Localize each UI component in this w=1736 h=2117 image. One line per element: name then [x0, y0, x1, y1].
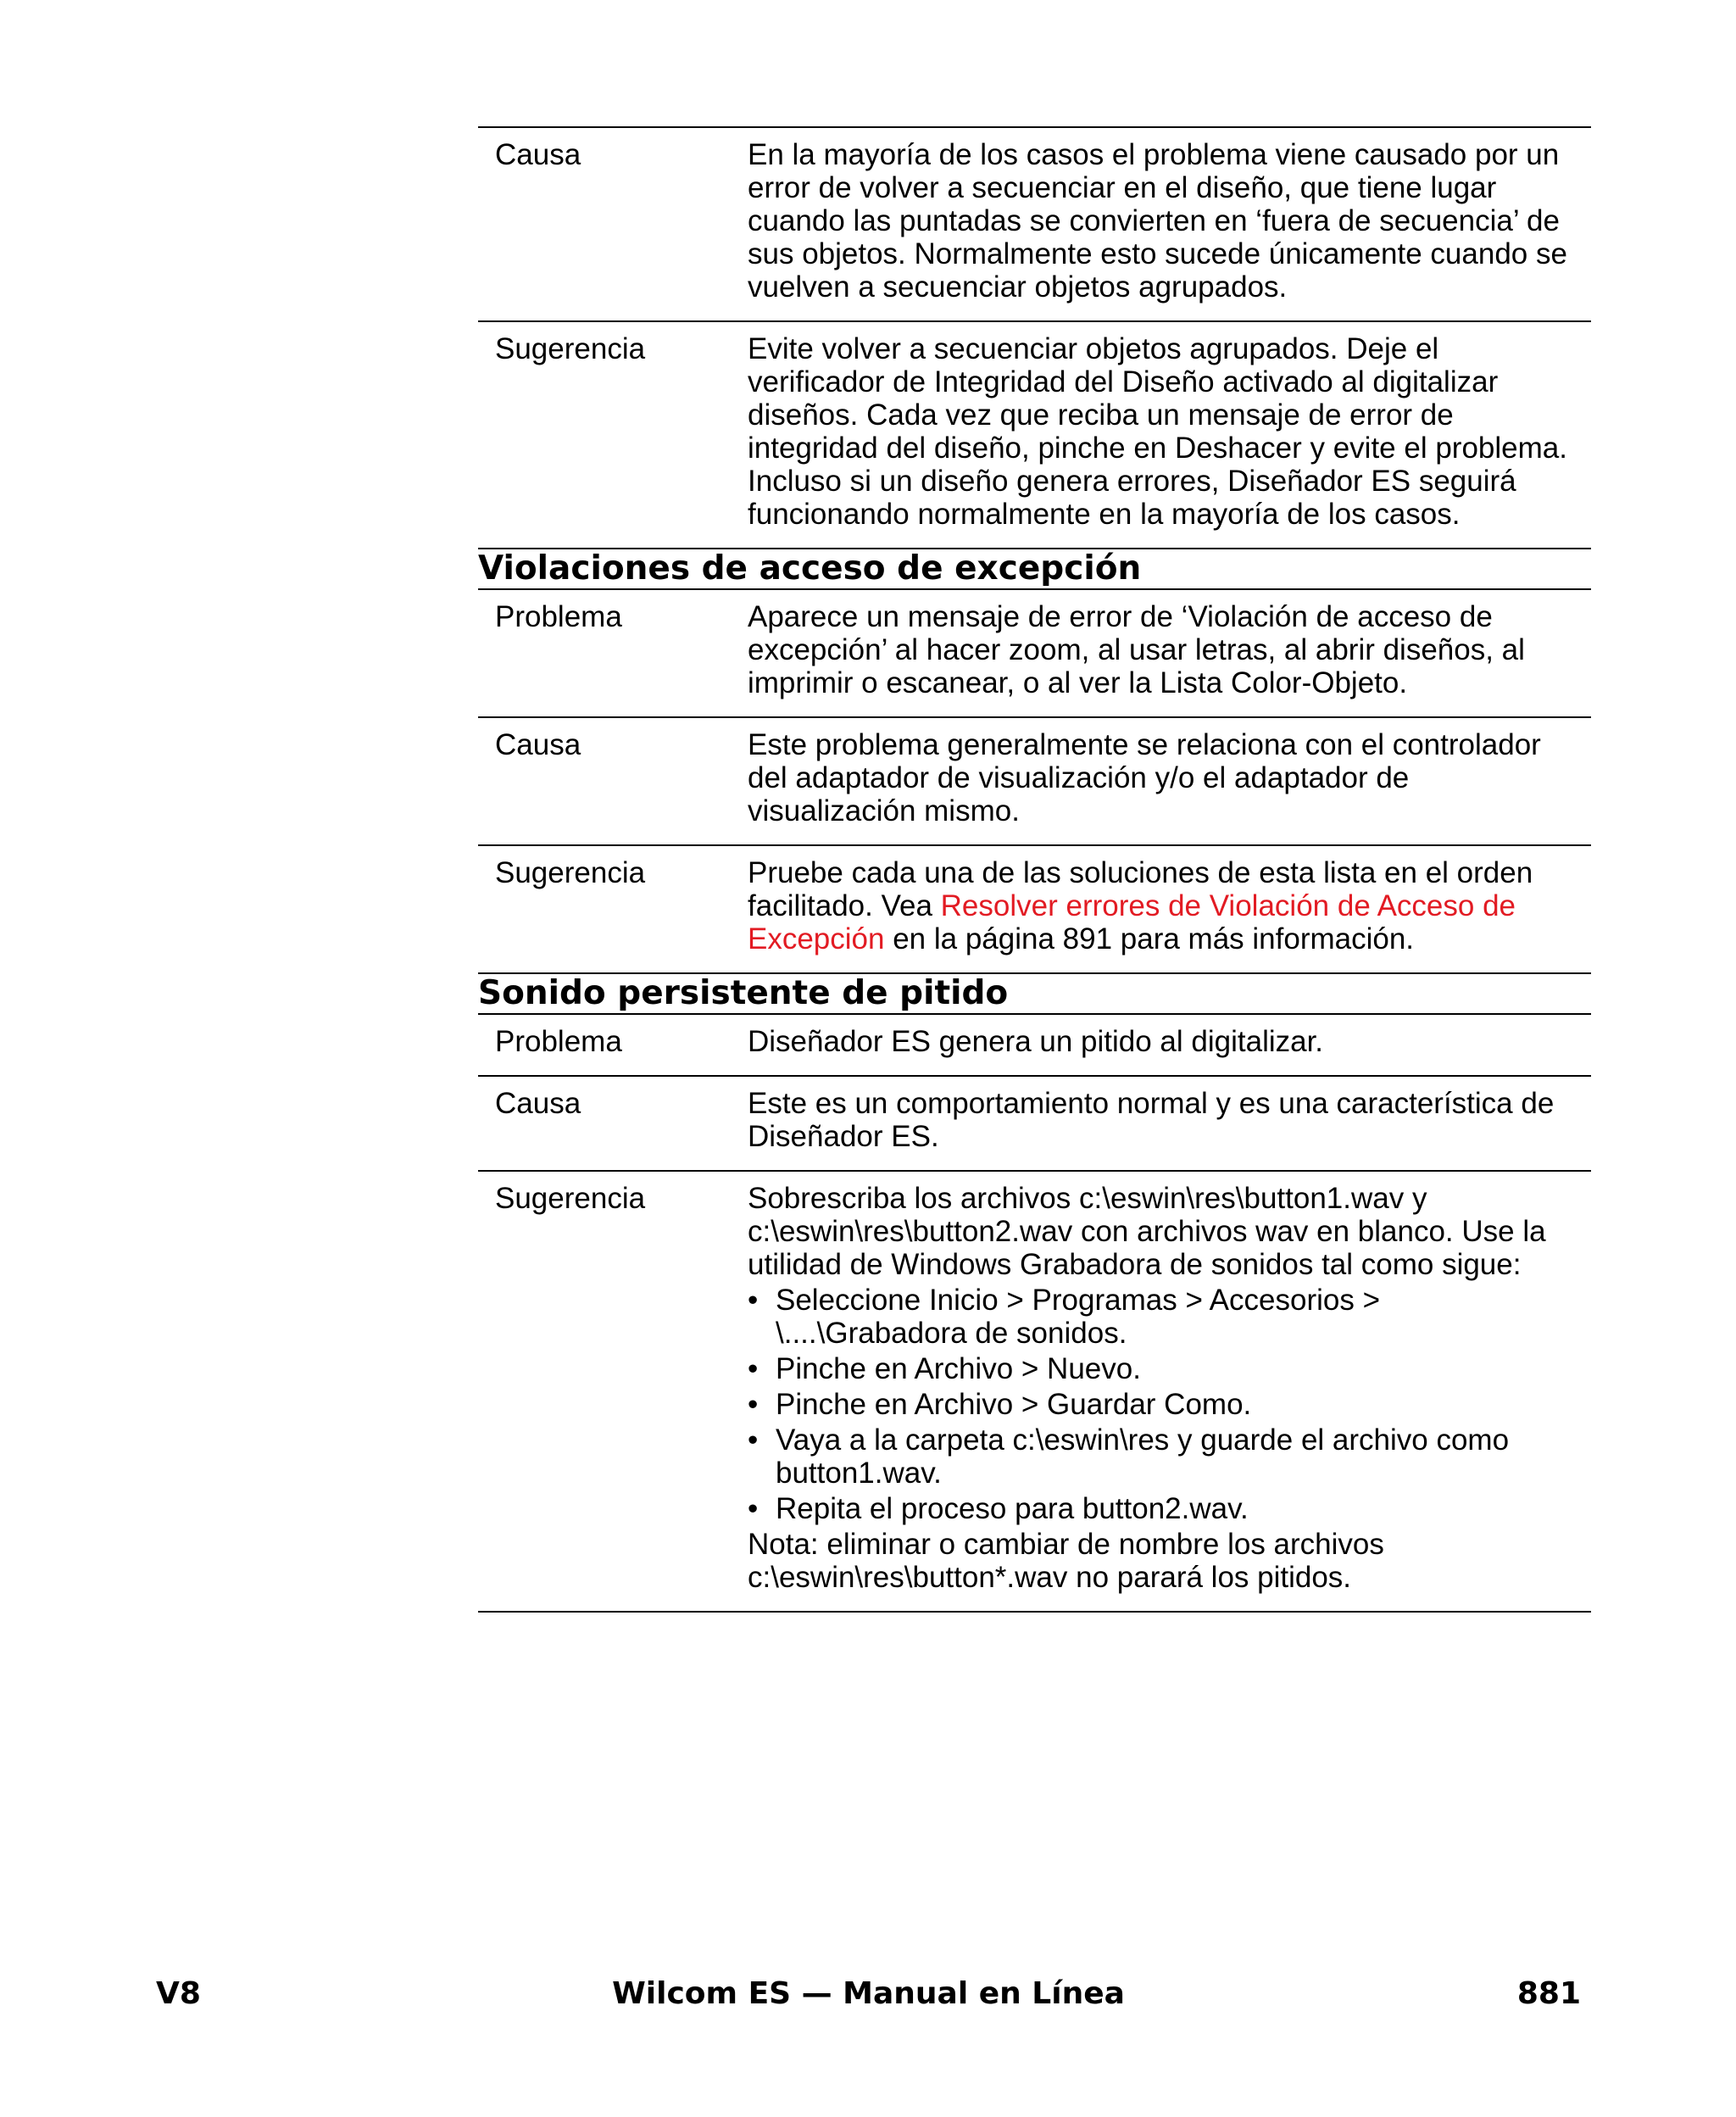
access-violation-link[interactable]: Resolver errores de Violación de Acceso de Excepción: [748, 889, 1516, 955]
suggestion-intro: Sobrescriba los archivos c:\eswin\res\button1.wav y c:\eswin\res\button2.wav con archivos wav en blanco. Use la utilidad de Windows Grabadora de sonidos tal como sigue:: [748, 1182, 1546, 1281]
table-row: [478, 589, 1591, 717]
row-text-causa: En la mayoría de los casos el problema viene causado por un error de volver a secuenciar en el diseño, que tiene lugar cuando las puntadas se convierten en ‘fuera de secuencia’ de sus objetos. Normalmente esto sucede únicamente cuando se vuelven a secuenciar objetos agrupados.: [748, 138, 1567, 304]
table-row: [478, 321, 1591, 549]
row-label-causa: Causa: [495, 1087, 581, 1120]
footer-page-number: 881: [1516, 1976, 1581, 2011]
table-row: [478, 845, 1591, 973]
row-text-causa: Este es un comportamiento normal y es una característica de Diseñador ES.: [748, 1087, 1555, 1153]
section-heading-beep-sound: Sonido persistente de pitido: [478, 974, 1009, 1012]
suggestion-note: Nota: eliminar o cambiar de nombre los archivos c:\eswin\res\button*.wav no parará los pitidos.: [748, 1528, 1384, 1594]
bullet-icon: •: [748, 1388, 759, 1421]
bullet-icon: •: [748, 1284, 759, 1317]
step-text: Vaya a la carpeta c:\eswin\res y guarde el archivo como button1.wav.: [776, 1423, 1510, 1490]
row-label-causa: Causa: [495, 728, 581, 761]
step-text: Pinche en Archivo > Nuevo.: [776, 1352, 1141, 1385]
bullet-icon: •: [748, 1492, 759, 1525]
steps-list: [748, 1284, 1574, 1525]
row-label-problema: Problema: [495, 1025, 622, 1058]
page-content: [478, 126, 1591, 1613]
row-label-sugerencia: Sugerencia: [495, 1182, 646, 1215]
row-label-sugerencia: Sugerencia: [495, 332, 646, 365]
table-row: [478, 1076, 1591, 1171]
footer-manual-title: Wilcom ES — Manual en Línea: [612, 1976, 1125, 2011]
row-label-sugerencia: Sugerencia: [495, 856, 646, 889]
row-text-sugerencia: [748, 845, 1591, 973]
suggestion-text-after: en la página 891 para más información.: [884, 922, 1415, 955]
table-row: [478, 1171, 1591, 1612]
list-item: [748, 1352, 1574, 1385]
troubleshoot-table-resequence: [478, 126, 1591, 549]
footer-version: V8: [156, 1976, 201, 2011]
step-text: Seleccione Inicio > Programas > Accesorios > \....\Grabadora de sonidos.: [776, 1284, 1381, 1350]
list-item: [748, 1492, 1574, 1525]
step-text: Pinche en Archivo > Guardar Como.: [776, 1388, 1252, 1421]
bullet-icon: •: [748, 1352, 759, 1385]
row-text-problema: Aparece un mensaje de error de ‘Violación de acceso de excepción’ al hacer zoom, al usar letras, al abrir diseños, al imprimir o escanear, o al ver la Lista Color-Objeto.: [748, 600, 1525, 699]
step-text: Repita el proceso para button2.wav.: [776, 1492, 1249, 1525]
page-footer: [156, 1975, 1581, 2013]
row-text-sugerencia: [748, 1171, 1591, 1612]
suggestion-text-before: Pruebe cada una de las soluciones de esta lista en el orden facilitado. Vea: [748, 856, 1533, 922]
row-text-causa: Este problema generalmente se relaciona con el controlador del adaptador de visualización y/o el adaptador de visualización mismo.: [748, 728, 1541, 827]
list-item: [748, 1423, 1574, 1490]
row-text-problema: Diseñador ES genera un pitido al digitalizar.: [748, 1025, 1324, 1058]
table-row: [478, 1014, 1591, 1076]
section-heading-access-violations: Violaciones de acceso de excepción: [478, 549, 1142, 588]
row-label-problema: Problema: [495, 600, 622, 633]
list-item: [748, 1388, 1574, 1421]
list-item: [748, 1284, 1574, 1350]
troubleshoot-table-access-violations: [478, 588, 1591, 974]
table-row: [478, 127, 1591, 321]
table-row: [478, 717, 1591, 845]
row-label-causa: Causa: [495, 138, 581, 171]
troubleshoot-table-beep-sound: [478, 1013, 1591, 1613]
bullet-icon: •: [748, 1423, 759, 1457]
row-text-sugerencia: Evite volver a secuenciar objetos agrupados. Deje el verificador de Integridad del Diseño activado al digitalizar diseños. Cada vez que reciba un mensaje de error de integridad del diseño, pinche en Deshacer y evite el problema. Incluso si un diseño genera errores, Diseñador ES seguirá funcionando normalmente en la mayoría de los casos.: [748, 332, 1567, 531]
